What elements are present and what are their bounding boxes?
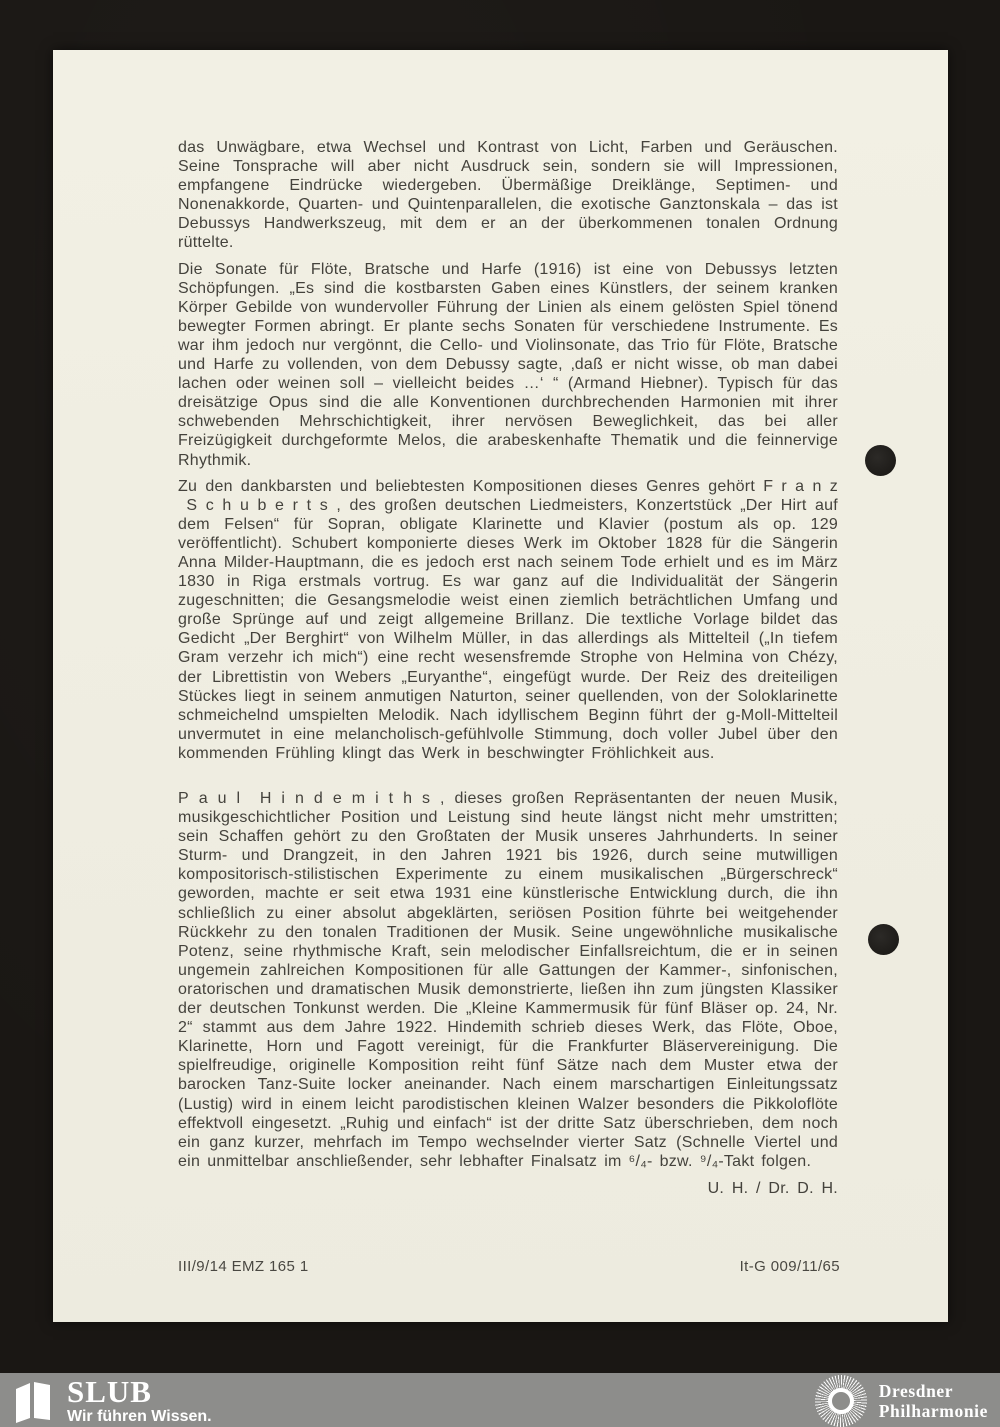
paragraph-debussy-sonate: Die Sonate für Flöte, Bratsche und Harfe (1916) ist eine von Debussys letzten Schöpfungen. „Es sind die kostbarsten Gaben eines Künstlers, der seinem kranken Körper Gebilde von wundervoller Führung der Linien als einem gelösten Spiel tönend bewegter Formen abringt. Er plante sechs Sonaten für verschiedene Instrumente. Es war ihm jedoch nur vergönnt, die Cello- und Violinsonate, das Trio für Flöte, Bratsche und Harfe zu vollenden, von dem Debussy sagte, ‚daß er nicht wisse, ob man dabei lachen oder weinen soll – vielleicht beides …‘ “ (Armand Hiebner). Typisch für das dreisätzige Opus sind die alle Konventionen durchbrechenden Harmonien mit ihrer schwebenden Mehrschichtigkeit, ihrer nervösen Beweglichkeit, das bei aller Freizügigkeit durchgeformte Melos, die arabeskenhafte Thematik und die feinnervige Rhythmik. [178, 260, 838, 469]
paragraph-schubert: Zu den dankbarsten und beliebtesten Kompositionen dieses Genres gehört F r a n z S c h u b e r t s , des großen deutschen Liedmeisters, Konzertstück „Der Hirt auf dem Felsen“ für Sopran, obligate Klarinette und Klavier (postum als op. 129 veröffentlicht). Schubert komponierte dieses Werk im Oktober 1828 für die Sängerin Anna Milder-Hauptmann, die es jedoch erst nach seinem Tode erhielt und es im März 1830 in Riga erstmals vortrug. Es war ganz auf die Individualität der Sängerin zugeschnitten; die Gesangsmelodie weist einen ziemlich beträchtlichen Umfang und große Sprünge auf und zeigt allgemeine Brillanz. Die textliche Vorlage bildet das Gedicht „Der Berghirt“ von Wilhelm Müller, in das allerdings als Mittelteil („In tiefem Gram verzehr ich mich“) eine recht wesensfremde Strophe von Helmina von Chézy, der Librettistin von Webers „Euryanthe“, eingefügt wurde. Der Reiz des dreiteiligen Stückes liegt in seinem anmutigen Naturton, seiner quellenden, von der Soloklarinette schmeichelnd umspielten Melodik. Nach idyllischem Beginn führt der g-Moll-Mittelteil unvermutet in eine melancholisch-gefühlvolle Stimmung, doch voller Jubel über den kommenden Frühling klingt das Werk in beschwingter Fröhlichkeit aus. [178, 477, 838, 762]
slub-wordmark-block [67, 1374, 212, 1426]
slub-logo [14, 1374, 212, 1427]
document-page [53, 50, 948, 1322]
paragraph-debussy-intro: das Unwägbare, etwa Wechsel und Kontrast von Licht, Farben und Geräuschen. Seine Tonsprache will aber nicht Ausdruck sein, sondern sie will Impressionen, empfangene Eindrücke wiedergeben. Übermäßige Dreiklänge, Septimen- und Nonenakkorde, Quarten- und Quintenparallelen, die exotische Ganztonskala – das ist Debussys Handwerkszeug, mit dem er an der überkommenen tonalen Ordnung rüttelte. [178, 139, 838, 252]
slub-wordmark: SLUB [67, 1374, 152, 1409]
print-codes [178, 1258, 840, 1275]
slub-tagline: Wir führen Wissen. [67, 1408, 212, 1425]
open-book-icon [14, 1380, 52, 1427]
print-code-right: It-G 009/11/65 [739, 1258, 840, 1275]
philharmonie-logo [815, 1373, 988, 1427]
print-code-left: III/9/14 EMZ 165 1 [178, 1258, 309, 1275]
philharmonie-name [879, 1381, 988, 1421]
punch-hole-top [865, 445, 896, 476]
philharmonie-name-line2: Philharmonie [878, 1401, 988, 1421]
philharmonie-name-line1: Dresdner [878, 1381, 954, 1401]
sunburst-icon [815, 1375, 867, 1427]
page-text [178, 138, 838, 1198]
footer-bar [0, 1373, 1000, 1427]
author-initials: U. H. / Dr. D. H. [707, 1179, 838, 1197]
punch-hole-bottom [868, 924, 899, 955]
paragraph-hindemith: P a u l H i n d e m i t h s , dieses großen Repräsentanten der neuen Musik, musikgeschichtlicher Position und Leistung sind heute längst nicht mehr umstritten; sein Schaffen gehört zu den Großtaten der Musik unseres Jahrhunderts. In seiner Sturm- und Drangzeit, in den Jahren 1921 bis 1926, durch seine mutwilligen kompositorisch-stilistischen Experimente zu einem musikalischen „Bürgerschreck“ geworden, machte er seit etwa 1931 eine künstlerische Entwicklung durch, die ihn schließlich zu einer absolut abgeklärten, seriösen Position führte bei weitgehender Rückkehr zu den tonalen Traditionen der Musik. Seine ungewöhnliche musikalische Potenz, seine rhythmische Kraft, sein melodischer Einfallsreichtum, die er in seinen ungemein zahlreichen Kompositionen für alle Gattungen der Kammer-, sinfonischen, oratorischen und dramatischen Musik demonstrierte, ließen ihn zum jüngsten Klassiker der deutschen Tonkunst werden. Die „Kleine Kammermusik für fünf Bläser op. 24, Nr. 2“ stammt aus dem Jahre 1922. Hindemith schrieb dieses Werk, das Flöte, Oboe, Klarinette, Horn und Fagott vereinigt, für die Frankfurter Bläservereinigung. Die spielfreudige, originelle Komposition reiht fünf Sätze nach dem Muster etwa der barocken Tanz-Suite locker aneinander. Nach einem marschartigen Einleitungssatz (Lustig) wird in einem leicht parodistischen kleinen Walzer besonders die Pikkoloflöte effektvoll eingesetzt. „Ruhig und einfach“ ist der dritte Satz überschrieben, dem noch ein ganz kurzer, mehrfach im Tempo wechselnder vierter Satz (Schnelle Viertel und ein unmittelbar anschließender, sehr lebhafter Finalsatz im ⁶/₄- bzw. ⁹/₄-Takt folgen. [178, 790, 838, 1170]
